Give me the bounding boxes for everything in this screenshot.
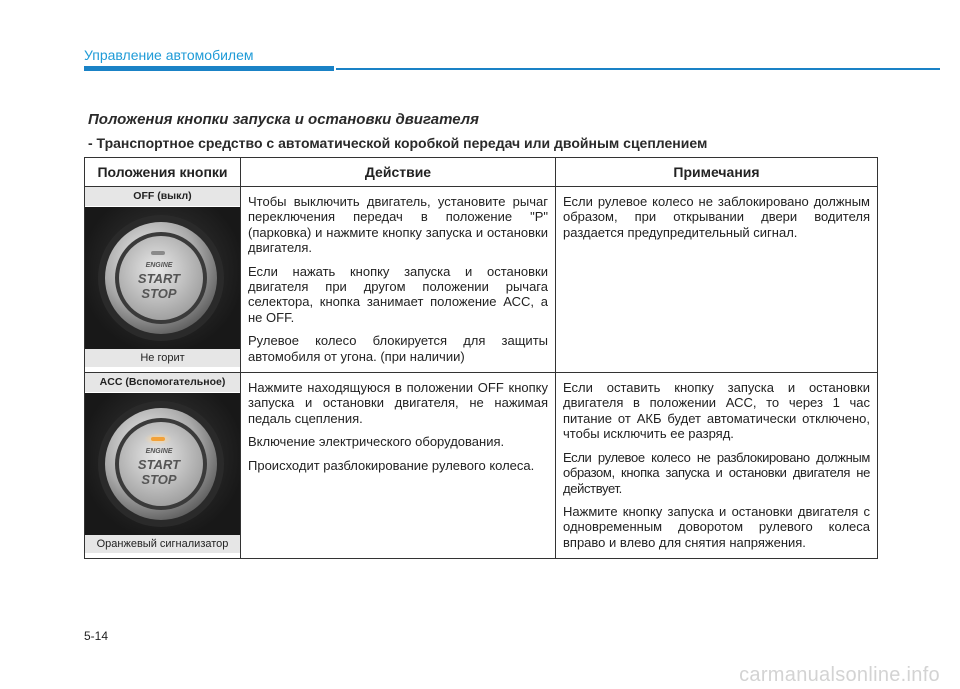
notes-cell-acc	[556, 373, 878, 559]
image-caption-acc: Оранжевый сигнализатор	[85, 535, 240, 553]
notes-cell-off	[556, 187, 878, 373]
start-stop-button-illustration-acc	[85, 393, 239, 535]
action-cell-off	[241, 187, 556, 373]
position-cell-off	[85, 187, 241, 373]
button-text-stop: STOP	[141, 472, 177, 488]
header-rule-thick	[84, 66, 334, 71]
notes-paragraph: Если рулевое колесо не заблокировано должным образом, при открывании двери водителя раздается предупредительный сигнал.	[563, 194, 870, 240]
position-cell-acc	[85, 373, 241, 559]
action-paragraph: Рулевое колесо блокируется для защиты автомобиля от угона. (при наличии)	[248, 333, 548, 364]
position-label-off: OFF (выкл)	[85, 187, 240, 206]
action-paragraph: Чтобы выключить двигатель, установите рычаг переключения передач в положение "P" (парковка) и нажмите кнопку запуска и остановки двигателя.	[248, 194, 548, 256]
notes-paragraph: Если рулевое колесо не разблокировано должным образом, кнопка запуска и остановки двигателя не действует.	[563, 449, 870, 496]
action-paragraph: Происходит разблокирование рулевого колеса.	[248, 457, 535, 473]
button-text-start: START	[137, 271, 181, 286]
action-paragraph: Нажмите находящуюся в положении OFF кнопку запуска и остановки двигателя, не нажимая педаль сцепления.	[248, 380, 548, 426]
table-row-off	[85, 187, 878, 373]
start-stop-button-image-acc	[85, 393, 240, 535]
notes-paragraph: Если оставить кнопку запуска и остановки двигателя в положении АСС, то через 1 час питание от АКБ будет автоматически отключено, чтобы исключить ее разряд.	[563, 380, 870, 442]
notes-paragraph: Нажмите кнопку запуска и остановки двигателя с одновременным доворотом рулевого колеса вправо и влево для снятия напряжения.	[563, 503, 870, 550]
page-number: 5-14	[84, 629, 109, 643]
header-notes: Примечания	[556, 158, 878, 187]
start-stop-button-image-off	[85, 207, 240, 349]
button-text-stop: STOP	[141, 286, 177, 301]
image-caption-off: Не горит	[85, 349, 240, 367]
position-label-acc: ACC (Вспомогательное)	[85, 373, 240, 392]
action-paragraph: Если нажать кнопку запуска и остановки двигателя при другом положении рычага селектора, кнопка занимает положение АСС, а не OFF.	[248, 263, 548, 325]
action-cell-acc	[241, 373, 556, 559]
header-action: Действие	[241, 158, 556, 187]
table-row-acc	[85, 373, 878, 559]
button-text-engine: ENGINE	[145, 448, 173, 456]
header-rule-thin	[336, 68, 940, 70]
button-text-start: START	[137, 457, 181, 473]
chapter-title: Управление автомобилем	[84, 47, 254, 63]
start-stop-button-illustration-off	[85, 207, 239, 349]
button-text-engine: ENGINE	[145, 262, 173, 269]
header-button-position: Положения кнопки	[85, 158, 241, 187]
action-paragraph: Включение электрического оборудования.	[248, 434, 505, 450]
button-positions-table	[84, 157, 878, 559]
watermark: carmanualsonline.info	[739, 664, 940, 686]
indicator-light-acc	[151, 437, 165, 441]
section-subtitle: - Транспортное средство с автоматической коробкой передач или двойным сцеплением	[88, 135, 708, 151]
indicator-light-off	[151, 251, 165, 255]
section-title: Положения кнопки запуска и остановки двигателя	[88, 111, 479, 128]
table-header-row	[85, 158, 878, 187]
